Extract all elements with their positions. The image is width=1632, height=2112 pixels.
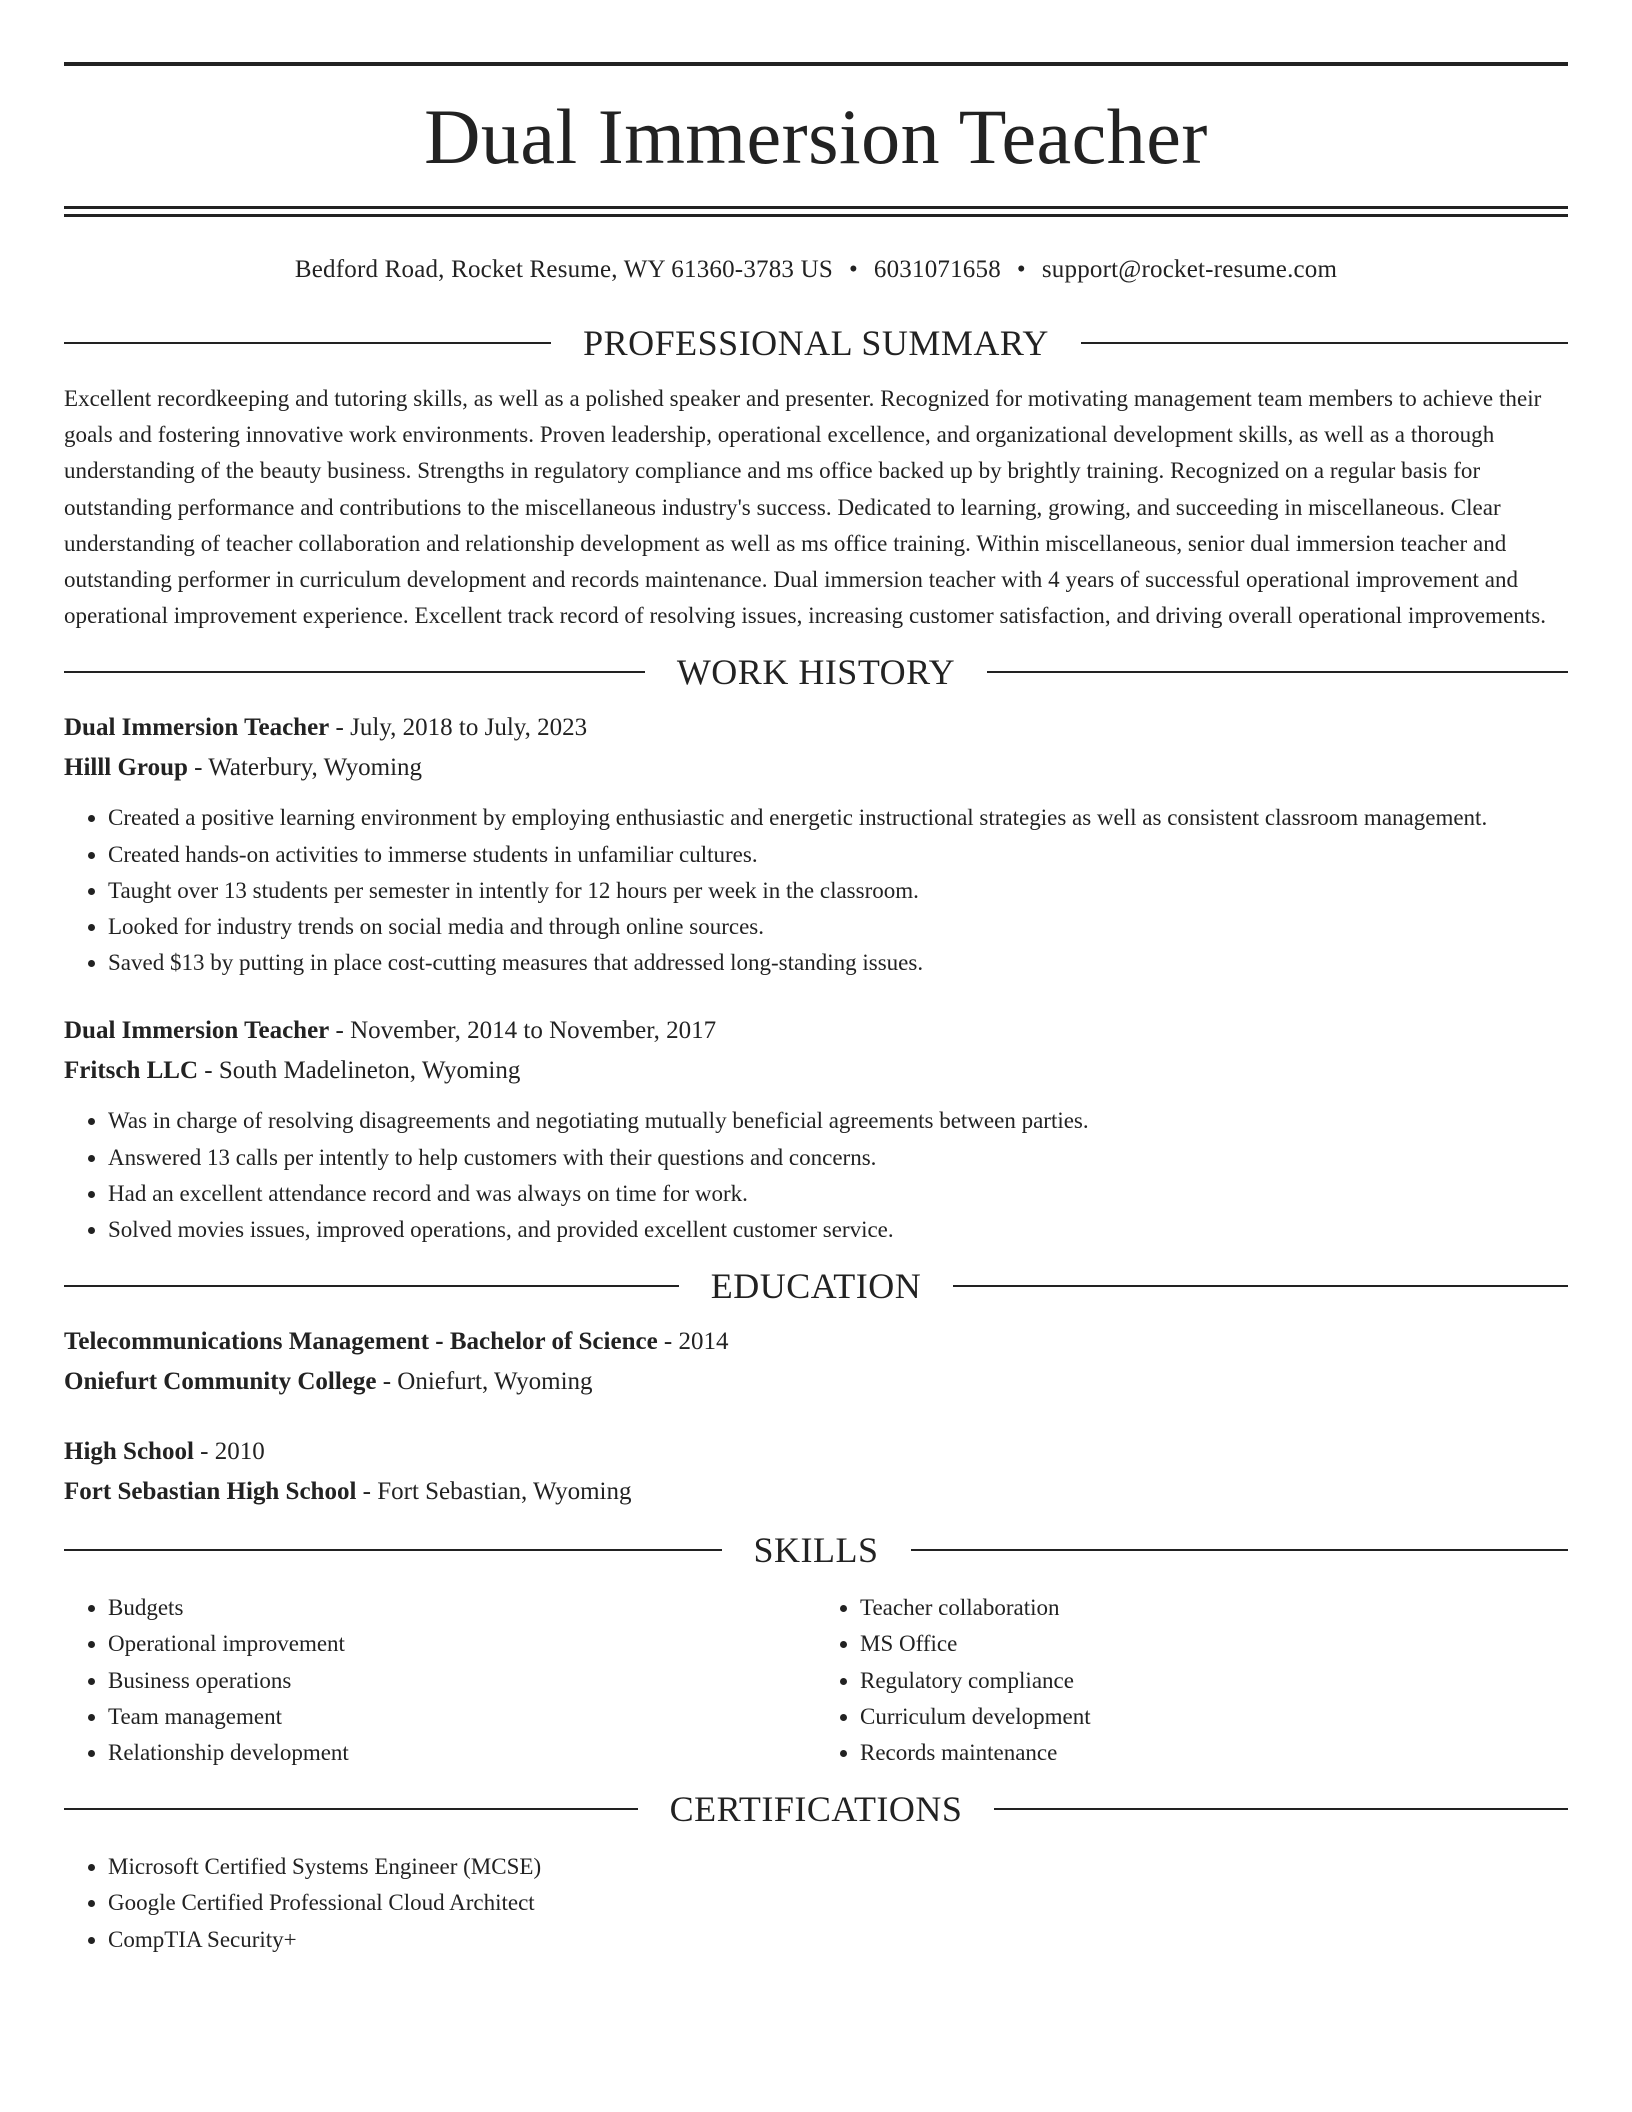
skill-item: • Team management	[108, 1699, 816, 1735]
summary-heading-label: PROFESSIONAL SUMMARY	[583, 323, 1049, 363]
work-history-heading-label: WORK HISTORY	[676, 652, 956, 693]
skill-item: • MS Office	[860, 1626, 1568, 1662]
skills-columns	[64, 1590, 1568, 1771]
heading-rule-right	[953, 1285, 1568, 1287]
education-degree: High School	[64, 1438, 194, 1466]
job-dates: - July, 2018 to July, 2023	[329, 714, 588, 742]
job-dates: - November, 2014 to November, 2017	[329, 1017, 717, 1045]
education-entry	[64, 1432, 1568, 1512]
job-entry	[64, 708, 1568, 981]
skill-item: • Relationship development	[108, 1735, 816, 1771]
education-entry	[64, 1322, 1568, 1402]
education-school-line	[64, 1472, 1568, 1512]
job-bullet: • Created hands-on activities to immerse students in unfamiliar cultures.	[108, 837, 1568, 873]
job-bullet: • Created a positive learning environment by employing enthusiastic and energetic instructional strategies as well as consistent classroom management.	[108, 800, 1568, 836]
certifications-heading-label: CERTIFICATIONS	[669, 1789, 963, 1830]
job-title-line	[64, 1011, 1568, 1051]
job-bullet: • Looked for industry trends on social media and through online sources.	[108, 909, 1568, 945]
skills-list-right	[816, 1590, 1568, 1771]
contact-address: Bedford Road, Rocket Resume, WY 61360-3783 US	[294, 256, 833, 283]
skill-item: • Business operations	[108, 1663, 816, 1699]
summary-text: Excellent recordkeeping and tutoring skills, as well as a polished speaker and presenter. Recognized for motivating management team members to achieve their goals and fostering innovative work environments. Proven leadership, operational excellence, and organizational development skills, as well as a thorough understanding of the beauty business. Strengths in regulatory compliance and ms office backed up by brightly training. Recognized on a regular basis for outstanding performance and contributions to the miscellaneous industry's success. Dedicated to learning, growing, and succeeding in miscellaneous. Clear understanding of teacher collaboration and relationship development as well as ms office training. Within miscellaneous, senior dual immersion teacher and outstanding performer in curriculum development and records maintenance. Dual immersion teacher with 4 years of successful operational improvement and operational improvement experience. Excellent track record of resolving issues, increasing customer satisfaction, and driving overall operational improvements.	[64, 386, 1547, 629]
contact-line	[64, 217, 1568, 305]
certification-item: • Google Certified Professional Cloud Architect	[108, 1885, 1568, 1921]
contact-separator: •	[848, 256, 858, 283]
certification-item: • CompTIA Security+	[108, 1922, 1568, 1958]
heading-rule-left	[64, 1808, 638, 1810]
resume-page	[64, 0, 1568, 1958]
heading-rule-left	[64, 671, 645, 673]
work-history-heading	[64, 642, 1568, 702]
education-degree-line	[64, 1322, 1568, 1362]
job-company-line	[64, 748, 1568, 788]
certifications-heading	[64, 1779, 1568, 1839]
education-location: - Fort Sebastian, Wyoming	[356, 1478, 632, 1506]
job-company: Hilll Group	[64, 754, 188, 782]
job-bullet: • Answered 13 calls per intently to help customers with their questions and concerns.	[108, 1140, 1568, 1176]
job-bullets	[64, 800, 1568, 981]
job-bullet: • Taught over 13 students per semester in intently for 12 hours per week in the classroom.	[108, 873, 1568, 909]
job-bullet: • Had an excellent attendance record and was always on time for work.	[108, 1176, 1568, 1212]
skill-item: • Records maintenance	[860, 1735, 1568, 1771]
contact-phone: 6031071658	[873, 256, 1001, 283]
education-location: - Oniefurt, Wyoming	[376, 1368, 593, 1396]
skills-heading	[64, 1520, 1568, 1580]
job-bullets	[64, 1103, 1568, 1248]
heading-rule-left	[64, 342, 551, 344]
education-year: - 2014	[657, 1328, 729, 1356]
summary-heading	[64, 313, 1568, 373]
job-location: - South Madelineton, Wyoming	[198, 1057, 521, 1085]
education-school: Fort Sebastian High School	[64, 1478, 357, 1506]
heading-rule-left	[64, 1285, 679, 1287]
contact-email: support@rocket-resume.com	[1041, 256, 1338, 283]
job-title: Dual Immersion Teacher	[64, 714, 330, 742]
education-school-line	[64, 1362, 1568, 1402]
heading-rule-right	[911, 1549, 1569, 1551]
skill-item: • Budgets	[108, 1590, 816, 1626]
heading-rule-left	[64, 1549, 722, 1551]
education-heading-label: EDUCATION	[710, 1266, 922, 1307]
job-entry	[64, 1011, 1568, 1248]
job-company-line	[64, 1051, 1568, 1091]
skill-item: • Curriculum development	[860, 1699, 1568, 1735]
job-title: Dual Immersion Teacher	[64, 1017, 330, 1045]
education-school: Oniefurt Community College	[64, 1368, 377, 1396]
job-bullet: • Saved $13 by putting in place cost-cutting measures that addressed long-standing issues.	[108, 945, 1568, 981]
job-bullet: • Was in charge of resolving disagreements and negotiating mutually beneficial agreements between parties.	[108, 1103, 1568, 1139]
education-heading	[64, 1256, 1568, 1316]
job-title-line	[64, 708, 1568, 748]
skill-item: • Regulatory compliance	[860, 1663, 1568, 1699]
certifications-list	[64, 1849, 1568, 1958]
certification-item: • Microsoft Certified Systems Engineer (MCSE)	[108, 1849, 1568, 1885]
job-bullet: • Solved movies issues, improved operations, and provided excellent customer service.	[108, 1212, 1568, 1248]
skills-list-left	[64, 1590, 816, 1771]
double-rule	[64, 206, 1568, 217]
contact-separator: •	[1016, 256, 1026, 283]
skill-item: • Operational improvement	[108, 1626, 816, 1662]
resume-title: Dual Immersion Teacher	[424, 93, 1208, 180]
skill-item: • Teacher collaboration	[860, 1590, 1568, 1626]
education-year: - 2010	[193, 1438, 265, 1466]
education-degree-line	[64, 1432, 1568, 1472]
skills-heading-label: SKILLS	[753, 1530, 879, 1571]
job-company: Fritsch LLC	[64, 1057, 199, 1085]
heading-rule-right	[1081, 342, 1568, 344]
education-degree: Telecommunications Management - Bachelor of Science	[64, 1328, 658, 1356]
heading-rule-right	[994, 1808, 1568, 1810]
heading-rule-right	[987, 671, 1568, 673]
job-location: - Waterbury, Wyoming	[187, 754, 423, 782]
